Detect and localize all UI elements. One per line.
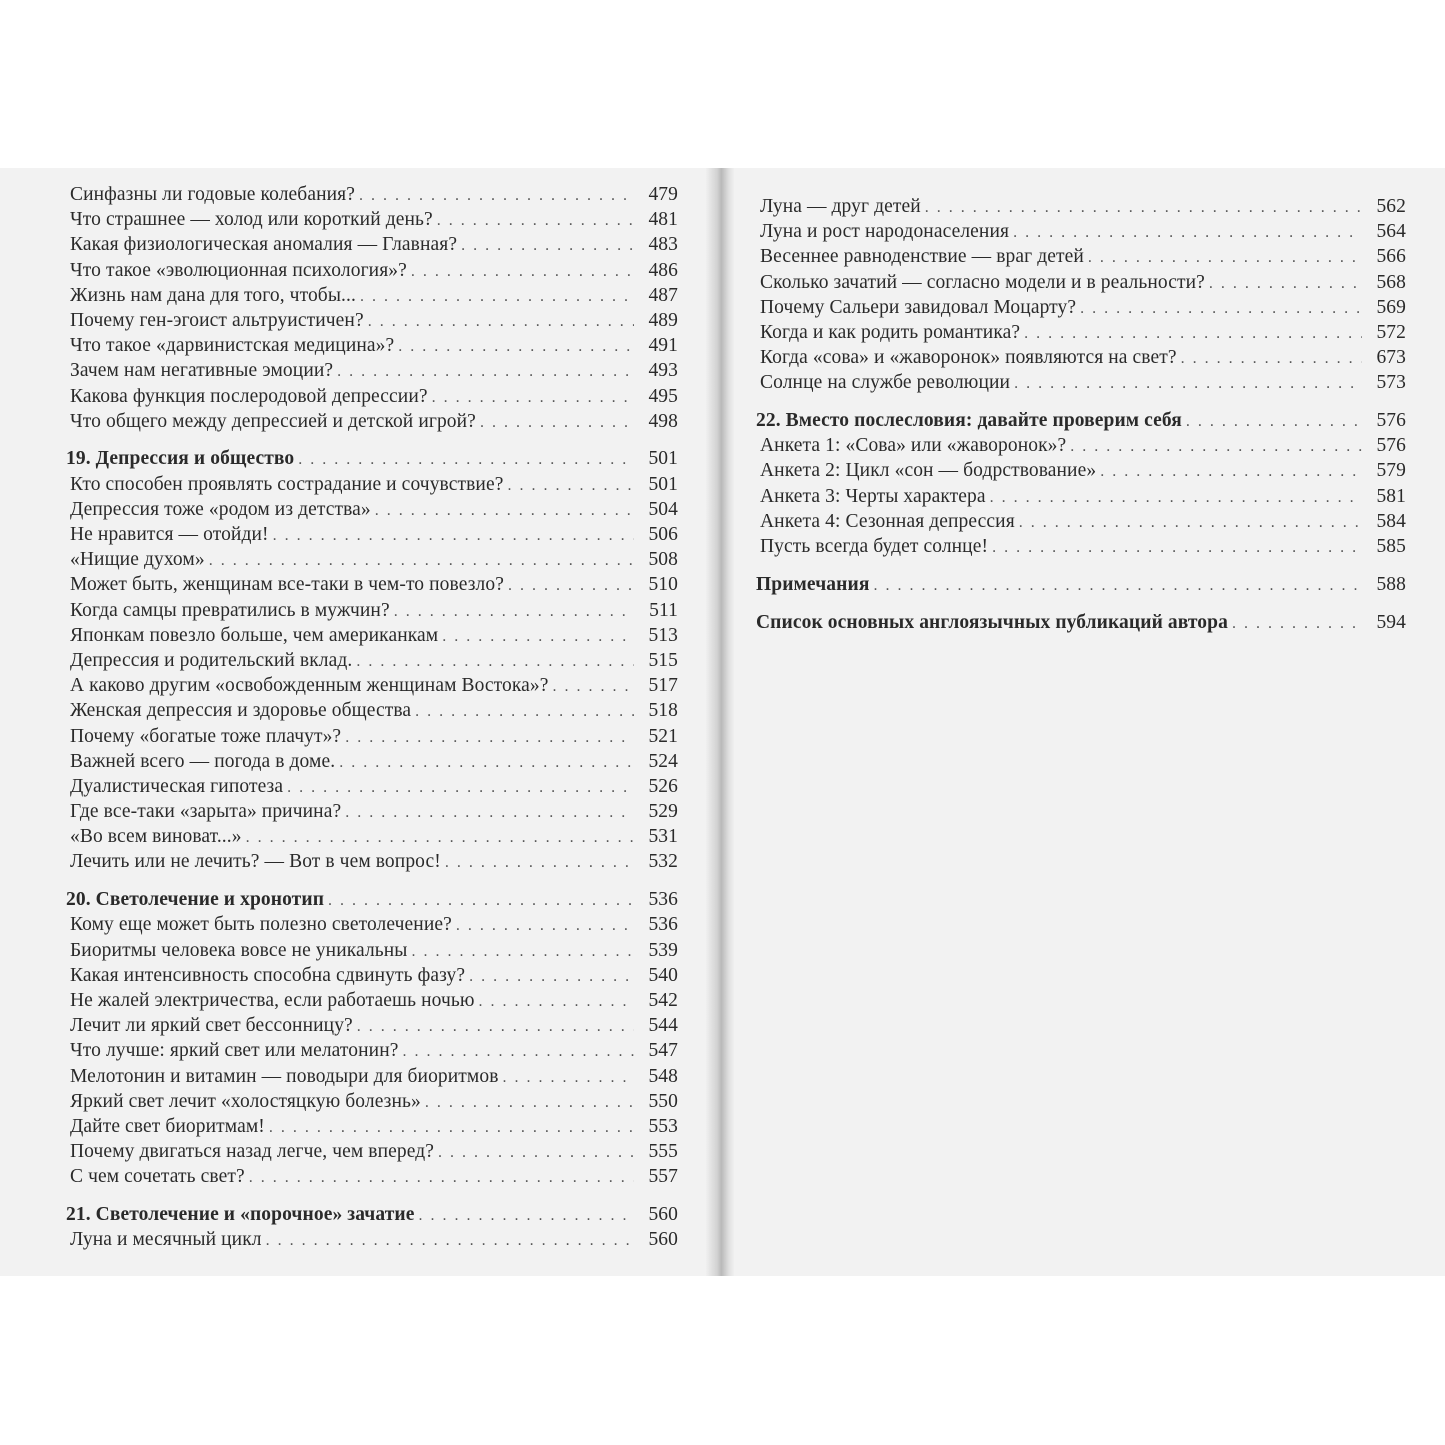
toc-entry-title: Женская депрессия и здоровье общества (70, 700, 412, 722)
toc-page-number: 501 (648, 448, 678, 470)
toc-dot-leader (415, 699, 634, 724)
toc-entry-title: Весеннее равноденствие — враг детей (760, 246, 1084, 268)
toc-entry (66, 258, 678, 283)
toc-dot-leader (1014, 371, 1362, 396)
left-page-toc (66, 182, 678, 1252)
toc-dot-leader (337, 359, 634, 384)
toc-chapter-entry (66, 887, 678, 912)
toc-page-number: 529 (648, 801, 678, 823)
toc-entry-title: Анкета 1: «Сова» или «жаворонок»? (760, 435, 1067, 457)
toc-dot-leader (345, 800, 634, 825)
toc-entry-title: 22. Вместо послесловия: давайте проверим себя (756, 410, 1182, 432)
toc-entry-title: Что такое «эволюционная психология»? (70, 259, 407, 281)
toc-entry-title: Когда самцы превратились в мужчин? (70, 599, 390, 621)
toc-dot-leader (456, 913, 634, 938)
toc-entry-title: Когда «сова» и «жаворонок» появляются на свет? (760, 347, 1177, 369)
toc-entry (66, 1038, 678, 1063)
toc-page-number: 542 (648, 990, 678, 1011)
toc-entry (756, 345, 1406, 370)
toc-dot-leader (419, 1203, 634, 1228)
book-gutter (706, 168, 734, 1276)
toc-page-number: 576 (1376, 410, 1406, 432)
toc-dot-leader (375, 498, 634, 523)
toc-entry (66, 308, 678, 333)
toc-page-number: 588 (1376, 573, 1406, 595)
toc-dot-leader (553, 674, 634, 699)
toc-entry (66, 724, 678, 749)
toc-entry-title: Список основных англоязычных публикаций автора (756, 611, 1228, 633)
toc-entry-title: Не жалей электричества, если работаешь ночью (70, 990, 475, 1011)
toc-page-number: 557 (648, 1166, 678, 1188)
toc-chapter-entry (66, 1202, 678, 1227)
toc-entry-title: Важней всего — погода в доме. (70, 750, 336, 772)
toc-entry-title: Японкам повезло больше, чем американкам (70, 624, 439, 646)
toc-dot-leader (398, 334, 634, 359)
toc-dot-leader (411, 259, 634, 284)
toc-entry (756, 320, 1406, 345)
toc-entry-title: Лечить или не лечить? — Вот в чем вопрос! (70, 851, 441, 873)
toc-dot-leader (359, 183, 634, 208)
toc-entry (756, 534, 1406, 559)
toc-entry-title: Какая интенсивность способна сдвинуть фазу? (70, 964, 466, 986)
toc-page-number: 581 (1376, 485, 1406, 507)
toc-entry (66, 912, 678, 937)
toc-page-number: 483 (648, 234, 678, 256)
toc-entry-title: Мелотонин и витамин — поводыри для биоритмов (70, 1065, 499, 1087)
toc-dot-leader (1088, 245, 1362, 270)
toc-entry (756, 484, 1406, 509)
toc-entry-title: Кому еще может быть полезно светолечение? (70, 914, 452, 936)
toc-page-number: 560 (648, 1229, 678, 1251)
toc-page-number: 524 (648, 750, 678, 772)
toc-entry (756, 219, 1406, 244)
toc-entry-title: 21. Светолечение и «порочное» зачатие (66, 1204, 415, 1226)
toc-entry-title: Почему «богатые тоже плачут»? (70, 725, 342, 747)
toc-dot-leader (469, 964, 634, 989)
toc-entry-title: Жизнь нам дана для того, чтобы... (70, 284, 356, 306)
toc-entry-title: Почему двигаться назад легче, чем вперед? (70, 1141, 435, 1163)
toc-dot-leader (339, 750, 634, 775)
toc-entry-title: А каково другим «освобожденным женщинам Востока»? (70, 675, 549, 697)
toc-entry-title: Сколько зачатий — согласно модели и в реальности? (760, 271, 1205, 293)
toc-entry-title: Примечания (756, 573, 870, 595)
toc-dot-leader (503, 1065, 634, 1090)
toc-entry-title: Что общего между депрессией и детской игрой? (70, 410, 476, 432)
toc-dot-leader (412, 939, 635, 964)
toc-page-number: 491 (648, 335, 678, 357)
toc-page-number: 573 (1376, 372, 1406, 394)
toc-entry-title: «Во всем виноват...» (70, 826, 242, 848)
toc-entry (756, 295, 1406, 320)
toc-entry (66, 409, 678, 434)
toc-entry (756, 433, 1406, 458)
toc-page-number: 572 (1376, 321, 1406, 343)
toc-dot-leader (445, 850, 634, 875)
toc-entry-title: Зачем нам негативные эмоции? (70, 360, 334, 382)
toc-page-number: 498 (648, 410, 678, 432)
toc-dot-leader (438, 1140, 634, 1165)
toc-entry (66, 232, 678, 257)
toc-entry (66, 938, 678, 963)
toc-page-number: 495 (648, 385, 678, 407)
toc-page-number: 569 (1376, 296, 1406, 318)
toc-dot-leader (1186, 409, 1362, 434)
toc-page-number: 544 (648, 1015, 678, 1037)
toc-page-number: 487 (648, 284, 678, 306)
toc-dot-leader (356, 649, 634, 674)
toc-page-number: 526 (648, 775, 678, 797)
toc-entry-title: Кто способен проявлять сострадание и сочувствие? (70, 473, 504, 495)
toc-entry-title: Депрессия и родительский вклад. (70, 649, 353, 671)
toc-entry (66, 749, 678, 774)
toc-page-number: 517 (648, 675, 678, 697)
toc-page-number: 536 (648, 889, 678, 911)
toc-dot-leader (507, 473, 634, 498)
toc-page-number: 562 (1376, 196, 1406, 217)
toc-entry-title: Биоритмы человека вовсе не уникальны (70, 939, 408, 961)
toc-page-number: 486 (648, 259, 678, 281)
toc-page-number: 555 (648, 1141, 678, 1163)
toc-entry (756, 194, 1406, 219)
toc-entry (66, 333, 678, 358)
toc-page-number: 568 (1376, 271, 1406, 293)
toc-entry (756, 509, 1406, 534)
toc-dot-leader (1070, 434, 1362, 459)
toc-page-number: 550 (648, 1090, 678, 1112)
toc-dot-leader (479, 989, 634, 1014)
toc-page-number: 560 (648, 1204, 678, 1226)
toc-page-number: 532 (648, 851, 678, 873)
toc-dot-leader (1100, 459, 1362, 484)
toc-page-number: 579 (1376, 460, 1406, 482)
toc-page-number: 566 (1376, 246, 1406, 268)
toc-entry-title: Луна — друг детей (760, 196, 921, 217)
toc-entry (66, 1227, 678, 1252)
toc-entry (756, 370, 1406, 395)
toc-page-number: 547 (648, 1040, 678, 1062)
toc-entry (756, 458, 1406, 483)
toc-dot-leader (1024, 321, 1362, 346)
toc-page-number: 539 (648, 939, 678, 961)
toc-entry (756, 244, 1406, 269)
toc-dot-leader (508, 573, 634, 598)
toc-entry (66, 207, 678, 232)
toc-entry-title: Луна и месячный цикл (70, 1229, 262, 1251)
toc-entry (66, 849, 678, 874)
toc-page-number: 510 (648, 574, 678, 596)
toc-page-number: 553 (648, 1115, 678, 1137)
book-spread (0, 168, 1445, 1276)
toc-entry-title: Анкета 3: Черты характера (760, 485, 986, 507)
toc-page-number: 511 (649, 599, 678, 621)
toc-dot-leader (1019, 510, 1362, 535)
toc-entry-title: 20. Светолечение и хронотип (66, 889, 325, 911)
toc-page-number: 594 (1376, 611, 1406, 633)
toc-dot-leader (368, 309, 634, 334)
toc-entry (66, 283, 678, 308)
toc-dot-leader (873, 573, 1362, 598)
right-page-toc (756, 194, 1406, 635)
toc-entry-title: Солнце на службе революции (760, 372, 1011, 394)
toc-entry (66, 358, 678, 383)
toc-dot-leader (394, 599, 634, 624)
toc-entry-title: Что лучше: яркий свет или мелатонин? (70, 1040, 399, 1062)
toc-dot-leader (990, 485, 1362, 510)
toc-dot-leader (461, 233, 634, 258)
toc-page-number: 508 (648, 549, 678, 571)
toc-page-number: 489 (648, 309, 678, 331)
toc-page-number: 564 (1376, 221, 1406, 243)
toc-page-number: 673 (1376, 347, 1406, 369)
toc-dot-leader (442, 624, 634, 649)
toc-entry (66, 522, 678, 547)
toc-dot-leader (249, 1165, 634, 1190)
toc-dot-leader (425, 1090, 634, 1115)
toc-entry-title: Синфазны ли годовые колебания? (70, 184, 355, 205)
toc-entry-title: С чем сочетать свет? (70, 1166, 245, 1188)
toc-entry (66, 384, 678, 409)
toc-entry (66, 547, 678, 572)
toc-entry (66, 472, 678, 497)
toc-entry (66, 572, 678, 597)
toc-chapter-entry (756, 572, 1406, 597)
toc-entry (66, 648, 678, 673)
toc-entry (66, 1139, 678, 1164)
toc-entry-title: Дайте свет биоритмам! (70, 1115, 265, 1137)
toc-dot-leader (1013, 220, 1362, 245)
toc-entry-title: Анкета 2: Цикл «сон — бодрствование» (760, 460, 1097, 482)
toc-entry (66, 988, 678, 1013)
toc-entry (66, 698, 678, 723)
toc-dot-leader (209, 548, 634, 573)
toc-dot-leader (432, 385, 634, 410)
toc-chapter-entry (756, 610, 1406, 635)
toc-page-number: 518 (648, 700, 678, 722)
toc-dot-leader (273, 523, 634, 548)
toc-page-number: 493 (648, 360, 678, 382)
toc-dot-leader (360, 284, 634, 309)
toc-dot-leader (1209, 271, 1362, 296)
toc-page-number: 479 (648, 184, 678, 205)
toc-dot-leader (402, 1039, 634, 1064)
toc-entry (66, 182, 678, 207)
toc-entry (66, 497, 678, 522)
toc-entry (66, 1013, 678, 1038)
toc-dot-leader (480, 410, 634, 435)
toc-entry-title: Что такое «дарвинистская медицина»? (70, 335, 395, 357)
toc-dot-leader (1181, 346, 1362, 371)
toc-entry (66, 774, 678, 799)
toc-entry-title: Луна и рост народонаселения (760, 221, 1010, 243)
toc-entry (66, 1089, 678, 1114)
toc-entry (66, 1114, 678, 1139)
toc-page-number: 521 (648, 725, 678, 747)
toc-entry (756, 270, 1406, 295)
toc-dot-leader (345, 725, 634, 750)
toc-entry-title: Лечит ли яркий свет бессонницу? (70, 1015, 353, 1037)
toc-entry-title: Депрессия тоже «родом из детства» (70, 498, 371, 520)
toc-dot-leader (357, 1014, 634, 1039)
toc-entry-title: Может быть, женщинам все-таки в чем-то повезло? (70, 574, 504, 596)
toc-entry-title: Пусть всегда будет солнце! (760, 536, 989, 558)
toc-dot-leader (266, 1228, 634, 1253)
toc-entry (66, 963, 678, 988)
toc-dot-leader (437, 208, 634, 233)
toc-page-number: 513 (648, 624, 678, 646)
toc-entry-title: Какая физиологическая аномалия — Главная? (70, 234, 458, 256)
toc-dot-leader (246, 825, 634, 850)
toc-page-number: 584 (1376, 510, 1406, 532)
toc-entry-title: «Нищие духом» (70, 549, 205, 571)
toc-entry (66, 824, 678, 849)
toc-page-number: 501 (648, 473, 678, 495)
toc-entry (66, 799, 678, 824)
toc-entry-title: Почему ген-эгоист альтруистичен? (70, 309, 364, 331)
toc-entry (66, 623, 678, 648)
toc-chapter-entry (66, 446, 678, 471)
toc-dot-leader (269, 1115, 634, 1140)
toc-dot-leader (1080, 296, 1362, 321)
toc-entry-title: Какова функция послеродовой депрессии? (70, 385, 428, 407)
toc-dot-leader (992, 535, 1362, 560)
toc-chapter-entry (756, 408, 1406, 433)
toc-entry-title: Не нравится — отойди! (70, 524, 269, 546)
toc-entry-title: Яркий свет лечит «холостяцкую болезнь» (70, 1090, 421, 1112)
toc-dot-leader (328, 888, 634, 913)
toc-dot-leader (287, 775, 634, 800)
toc-page-number: 548 (648, 1065, 678, 1087)
toc-dot-leader (925, 195, 1362, 220)
toc-entry-title: Что страшнее — холод или короткий день? (70, 209, 433, 231)
toc-page-number: 585 (1376, 536, 1406, 558)
toc-entry-title: 19. Депрессия и общество (66, 448, 295, 470)
toc-dot-leader (1232, 611, 1362, 636)
toc-entry (66, 1164, 678, 1189)
toc-entry (66, 598, 678, 623)
toc-entry-title: Где все-таки «зарыта» причина? (70, 801, 342, 823)
toc-page-number: 536 (648, 914, 678, 936)
toc-page-number: 506 (648, 524, 678, 546)
toc-entry-title: Когда и как родить романтика? (760, 321, 1021, 343)
toc-entry (66, 1064, 678, 1089)
toc-entry-title: Анкета 4: Сезонная депрессия (760, 510, 1015, 532)
toc-entry-title: Почему Сальери завидовал Моцарту? (760, 296, 1077, 318)
toc-page-number: 540 (648, 964, 678, 986)
toc-entry (66, 673, 678, 698)
toc-dot-leader (298, 447, 634, 472)
toc-page-number: 576 (1376, 435, 1406, 457)
toc-entry-title: Дуалистическая гипотеза (70, 775, 284, 797)
toc-page-number: 504 (648, 498, 678, 520)
toc-page-number: 531 (648, 826, 678, 848)
toc-page-number: 515 (648, 649, 678, 671)
toc-page-number: 481 (648, 209, 678, 231)
